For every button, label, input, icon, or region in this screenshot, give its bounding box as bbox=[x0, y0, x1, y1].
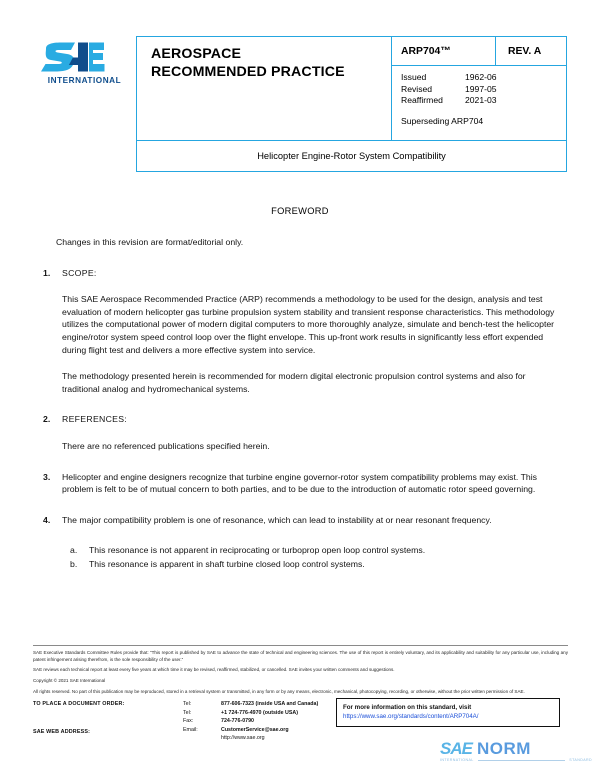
date-row-issued bbox=[401, 72, 566, 84]
contact-kind-fax: Fax: bbox=[183, 718, 194, 725]
document-type-line-1: AEROSPACE bbox=[151, 46, 242, 62]
sae-logo-icon bbox=[41, 40, 129, 74]
date-row-revised bbox=[401, 84, 566, 96]
document-type-line-2: RECOMMENDED PRACTICE bbox=[151, 63, 345, 80]
footer-contact-values bbox=[221, 700, 318, 743]
contact-value-email[interactable]: CustomerService@sae.org bbox=[221, 726, 289, 733]
sae-logo-subtitle: INTERNATIONAL bbox=[47, 76, 122, 85]
sae-norm-watermark bbox=[440, 740, 592, 762]
watermark-divider bbox=[478, 760, 566, 761]
date-label-issued: Issued bbox=[401, 72, 427, 82]
section-3-text: Helicopter and engine designers recognize that turbine engine governor-rotor system compatibility problems may exist. This problem is felt to be of mutual concern to both parties, and to be due to the introduction of automatic rotor speed governing. bbox=[62, 471, 537, 495]
contact-value-fax: 724-776-0790 bbox=[221, 718, 254, 725]
section-4-text: The major compatibility problem is one of resonance, which can lead to instability at or near resonant frequency. bbox=[62, 514, 492, 525]
date-value-issued: 1962-06 bbox=[465, 72, 497, 82]
footer-contact-labels bbox=[33, 700, 183, 736]
web-address-label: SAE WEB ADDRESS: bbox=[33, 728, 91, 735]
section-1-number: 1. bbox=[43, 267, 51, 278]
document-revision: REV. A bbox=[508, 45, 542, 57]
footer-contact-block bbox=[33, 700, 568, 743]
sae-logo-block bbox=[33, 36, 136, 85]
footer-legal-block bbox=[33, 650, 568, 695]
date-label-revised: Revised bbox=[401, 83, 433, 94]
more-information-link[interactable]: https://www.sae.org/standards/content/ARP704A/ bbox=[343, 712, 479, 720]
watermark-subtitle-right: STANDARD bbox=[569, 758, 592, 762]
contact-value-web[interactable]: http://www.sae.org bbox=[221, 735, 265, 742]
contact-kind-email: Email: bbox=[183, 726, 198, 733]
section-1-label: SCOPE: bbox=[62, 267, 97, 278]
section-4-subitem-b-marker: b. bbox=[70, 558, 78, 569]
section-3-number: 3. bbox=[43, 471, 51, 482]
superseding-text: Superseding ARP704 bbox=[401, 115, 484, 126]
document-footer bbox=[33, 645, 568, 743]
section-4-subitem-a-marker: a. bbox=[70, 545, 78, 556]
footer-legal-paragraph-4: All rights reserved. No part of this publication may be reproduced, stored in a retrieval system or transmitted, in any form or by any means, electronic, mechanical, photocopying, recording, or otherwise, without the prior written permission of SAE. bbox=[33, 688, 525, 694]
contact-kind-tel-2: Tel: bbox=[183, 709, 192, 716]
contact-value-tel-2: +1 724-776-4970 (outside USA) bbox=[221, 709, 298, 716]
section-1-heading bbox=[43, 267, 564, 280]
more-information-label: For more information on this standard, visit bbox=[343, 703, 472, 711]
footer-legal-paragraph-1: SAE Executive Standards Committee Rules provide that: “This report is published by SAE to advance the state of technical and engineering sciences. The use of this report is entirely voluntary, and its applicability and suitability for any particular use, including any patent infringement arising therefrom, is the sole responsibility of the user.” bbox=[33, 650, 568, 662]
document-type-cell bbox=[137, 37, 392, 140]
foreword-heading: FOREWORD bbox=[271, 206, 329, 216]
document-dates bbox=[392, 66, 566, 140]
header-table bbox=[136, 36, 567, 172]
contact-kind-tel-1: Tel: bbox=[183, 700, 192, 707]
footer-legal-paragraph-2: SAE reviews each technical report at least every five years at which time it may be revised, reaffirmed, stabilized, or cancelled. SAE invites your written comments and suggestions. bbox=[33, 667, 395, 673]
header-meta-cell bbox=[392, 37, 566, 140]
section-2-paragraph-1: There are no referenced publications specified herein. bbox=[62, 440, 270, 451]
date-value-reaffirmed: 2021-03 bbox=[465, 95, 497, 106]
watermark-word: NORM bbox=[476, 739, 531, 758]
document-number-row bbox=[392, 37, 566, 66]
watermark-subtitle-left: INTERNATIONAL bbox=[440, 758, 474, 762]
section-4-item bbox=[43, 514, 564, 527]
section-4-subitem-b bbox=[70, 558, 564, 571]
foreword-text: Changes in this revision are format/editorial only. bbox=[56, 237, 244, 247]
contact-value-tel-1: 877-606-7323 (inside USA and Canada) bbox=[221, 700, 319, 707]
section-1-paragraph-2: The methodology presented herein is recommended for modern digital electronic propulsion control systems and also for traditional analog and hydromechanical systems. bbox=[62, 371, 526, 394]
watermark-subtitle-row bbox=[440, 758, 592, 762]
header-top-row bbox=[137, 37, 566, 140]
watermark-badge-text: SAE bbox=[440, 739, 472, 758]
section-2-number: 2. bbox=[43, 414, 51, 425]
document-body bbox=[0, 206, 600, 571]
document-header bbox=[33, 36, 567, 172]
document-number: ARP704™ bbox=[392, 37, 496, 65]
section-4-subitem-b-text: This resonance is apparent in shaft turbine closed loop control systems. bbox=[89, 558, 365, 569]
footer-copyright: Copyright © 2021 SAE International bbox=[33, 678, 106, 683]
section-4-number: 4. bbox=[43, 514, 51, 525]
section-4-subitem-a bbox=[70, 544, 564, 557]
document-title: Helicopter Engine-Rotor System Compatibility bbox=[137, 140, 566, 171]
date-label-reaffirmed: Reaffirmed bbox=[401, 95, 443, 106]
footer-contact-kinds bbox=[183, 700, 221, 743]
more-information-box bbox=[336, 698, 560, 727]
section-1-paragraph-1: This SAE Aerospace Recommended Practice (ARP) recommends a methodology to be used for the design, analysis and test evaluation of modern helicopter gas turbine propulsion system stability and transient response characteristics. This methodology utilizes the computational power of modern digital computers to more thoroughly analyze, simulate and bench-test the helicopter engine/rotor system speed control loop over the flight envelope. This up-front work results in significantly less effort expended during flight test and delivers a more effective system into service. bbox=[62, 294, 555, 355]
section-4-subitem-a-text: This resonance is not apparent in reciprocating or turboprop open loop control systems. bbox=[89, 545, 426, 556]
footer-divider bbox=[33, 645, 568, 646]
section-3-item bbox=[43, 471, 564, 496]
section-2-heading bbox=[43, 413, 564, 426]
section-2-label: REFERENCES: bbox=[62, 414, 128, 425]
date-row-reaffirmed bbox=[401, 95, 566, 107]
order-label: TO PLACE A DOCUMENT ORDER: bbox=[33, 700, 125, 707]
date-value-revised: 1997-05 bbox=[465, 83, 497, 94]
